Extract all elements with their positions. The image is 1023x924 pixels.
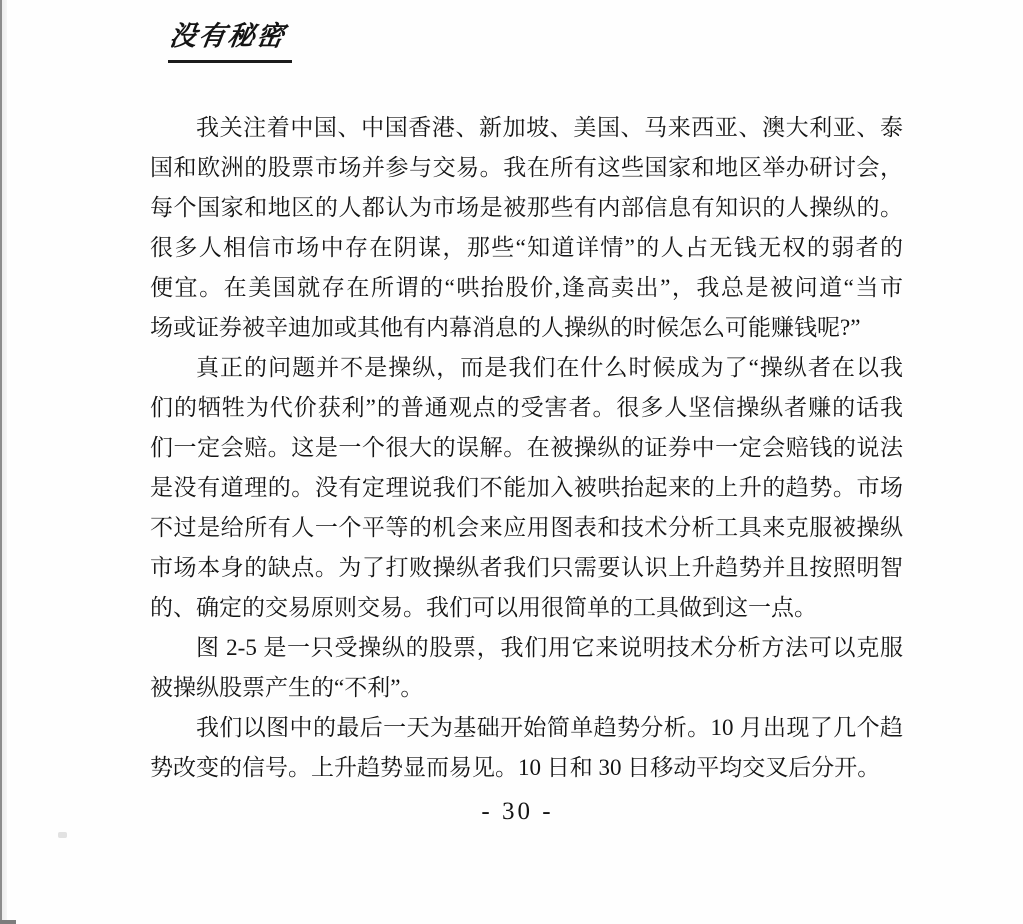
text-line: 们一定会赔。这是一个很大的误解。在被操纵的证券中一定会赔钱的说法: [150, 435, 903, 460]
text-line: 的、确定的交易原则交易。我们可以用很简单的工具做到这一点。: [150, 595, 817, 620]
text-line: 被操纵股票产生的“不利”。: [150, 675, 424, 700]
paragraph: [150, 108, 903, 348]
text-line: 是没有道理的。没有定理说我们不能加入被哄抬起来的上升的趋势。市场: [150, 475, 903, 500]
body-text: [150, 108, 903, 788]
text-line: 不过是给所有人一个平等的机会来应用图表和技术分析工具来克服被操纵: [150, 515, 903, 540]
text-line: 势改变的信号。上升趋势显而易见。10 日和 30 日移动平均交叉后分开。: [150, 755, 881, 780]
text-line: 场或证券被辛迪加或其他有内幕消息的人操纵的时候怎么可能赚钱呢?”: [150, 315, 861, 340]
running-header: [168, 14, 292, 63]
text-line: 便宜。在美国就存在所谓的“哄抬股价,逢高卖出”，我总是被问道“当市: [150, 275, 903, 300]
scan-speck: [58, 832, 67, 838]
running-header-underline: [168, 14, 292, 63]
text-line: 很多人相信市场中存在阴谋，那些“知道详情”的人占无钱无权的弱者的: [150, 235, 903, 260]
text-line: 国和欧洲的股票市场并参与交易。我在所有这些国家和地区举办研讨会，: [150, 155, 903, 180]
scan-corner-artifact: [0, 920, 16, 924]
text-line: 我们以图中的最后一天为基础开始简单趋势分析。10 月出现了几个趋: [196, 715, 903, 740]
text-line: 真正的问题并不是操纵，而是我们在什么时候成为了“操纵者在以我: [196, 355, 903, 380]
text-line: 图 2-5 是一只受操纵的股票，我们用它来说明技术分析方法可以克服: [196, 635, 903, 660]
running-header-title: 没有秘密: [167, 21, 288, 51]
paragraph: [150, 348, 903, 628]
paragraph: [150, 628, 903, 708]
text-line: 市场本身的缺点。为了打败操纵者我们只需要认识上升趋势并且按照明智: [150, 555, 903, 580]
text-line: 我关注着中国、中国香港、新加坡、美国、马来西亚、澳大利亚、泰: [196, 115, 903, 140]
paragraph: [150, 708, 903, 788]
text-line: 每个国家和地区的人都认为市场是被那些有内部信息有知识的人操纵的。: [150, 195, 903, 220]
text-line: 们的牺牲为代价获利”的普通观点的受害者。很多人坚信操纵者赚的话我: [150, 395, 903, 420]
page-number: - 30 -: [481, 798, 554, 825]
scan-edge-artifact: [0, 0, 7, 924]
